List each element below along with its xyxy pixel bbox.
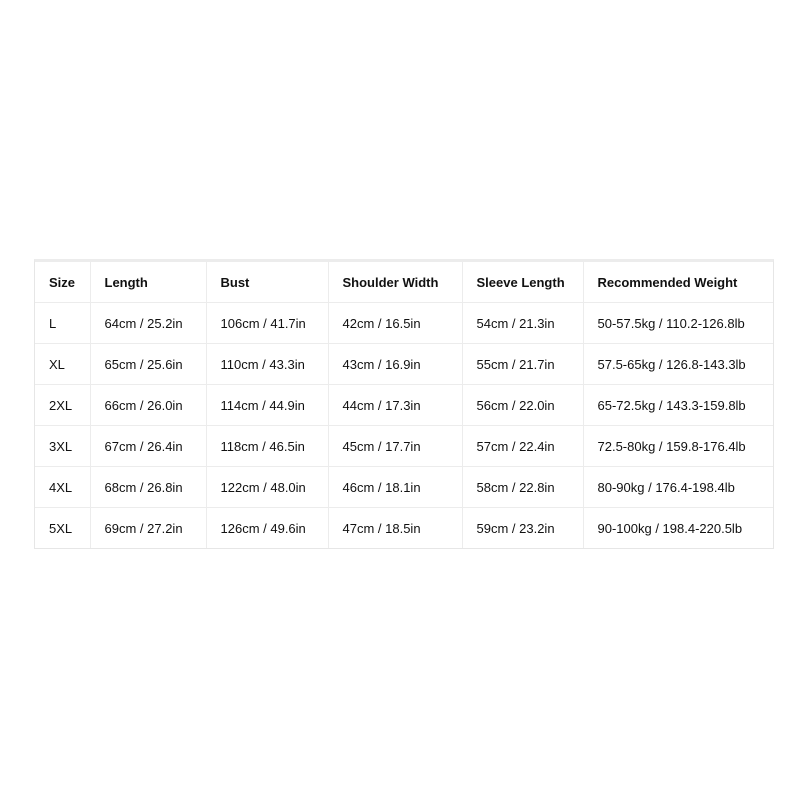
table-cell: XL <box>35 344 90 385</box>
column-header-recommended-weight: Recommended Weight <box>583 262 773 303</box>
table-cell: 55cm / 21.7in <box>462 344 583 385</box>
table-cell: 114cm / 44.9in <box>206 385 328 426</box>
table-cell: 54cm / 21.3in <box>462 303 583 344</box>
table-cell: 90-100kg / 198.4-220.5lb <box>597 520 743 536</box>
table-cell: 106cm / 41.7in <box>206 303 328 344</box>
table-cell: 2XL <box>35 385 90 426</box>
table-row <box>35 303 773 344</box>
table-cell: 122cm / 48.0in <box>206 467 328 508</box>
table-row <box>35 344 773 385</box>
table-cell: 42cm / 16.5in <box>328 303 462 344</box>
table-cell: 110cm / 43.3in <box>206 344 328 385</box>
column-header-length: Length <box>90 262 206 303</box>
table-cell: L <box>35 303 90 344</box>
size-chart-table <box>35 262 773 548</box>
table-row <box>35 467 773 508</box>
table-cell: 5XL <box>35 508 90 549</box>
table-cell: 57.5-65kg / 126.8-143.3lb <box>583 344 773 385</box>
table-cell: 68cm / 26.8in <box>90 467 206 508</box>
table-cell: 64cm / 25.2in <box>90 303 206 344</box>
table-cell: 69cm / 27.2in <box>90 508 206 549</box>
table-cell: 45cm / 17.7in <box>328 426 462 467</box>
table-cell: 57cm / 22.4in <box>462 426 583 467</box>
table-header-row <box>35 262 773 303</box>
table-cell: 58cm / 22.8in <box>462 467 583 508</box>
size-chart <box>34 259 774 549</box>
table-cell: 65-72.5kg / 143.3-159.8lb <box>583 385 773 426</box>
table-row <box>35 508 773 549</box>
table-cell: 67cm / 26.4in <box>90 426 206 467</box>
table-cell: 65cm / 25.6in <box>90 344 206 385</box>
table-row <box>35 426 773 467</box>
table-cell: 80-90kg / 176.4-198.4lb <box>583 467 773 508</box>
column-header-shoulder-width: Shoulder Width <box>328 262 462 303</box>
table-cell: 44cm / 17.3in <box>328 385 462 426</box>
table-cell: 50-57.5kg / 110.2-126.8lb <box>583 303 773 344</box>
column-header-bust: Bust <box>206 262 328 303</box>
table-row <box>35 385 773 426</box>
table-cell: 3XL <box>35 426 90 467</box>
table-cell: 59cm / 23.2in <box>462 508 583 549</box>
table-cell: 43cm / 16.9in <box>328 344 462 385</box>
table-cell: 46cm / 18.1in <box>328 467 462 508</box>
table-cell: 4XL <box>35 467 90 508</box>
column-header-size: Size <box>35 262 90 303</box>
table-cell: 118cm / 46.5in <box>206 426 328 467</box>
table-cell: 66cm / 26.0in <box>90 385 206 426</box>
column-header-sleeve-length: Sleeve Length <box>462 262 583 303</box>
table-cell: 56cm / 22.0in <box>462 385 583 426</box>
table-cell: 126cm / 49.6in <box>206 508 328 549</box>
table-cell: 47cm / 18.5in <box>328 508 462 549</box>
table-cell: 72.5-80kg / 159.8-176.4lb <box>583 426 773 467</box>
